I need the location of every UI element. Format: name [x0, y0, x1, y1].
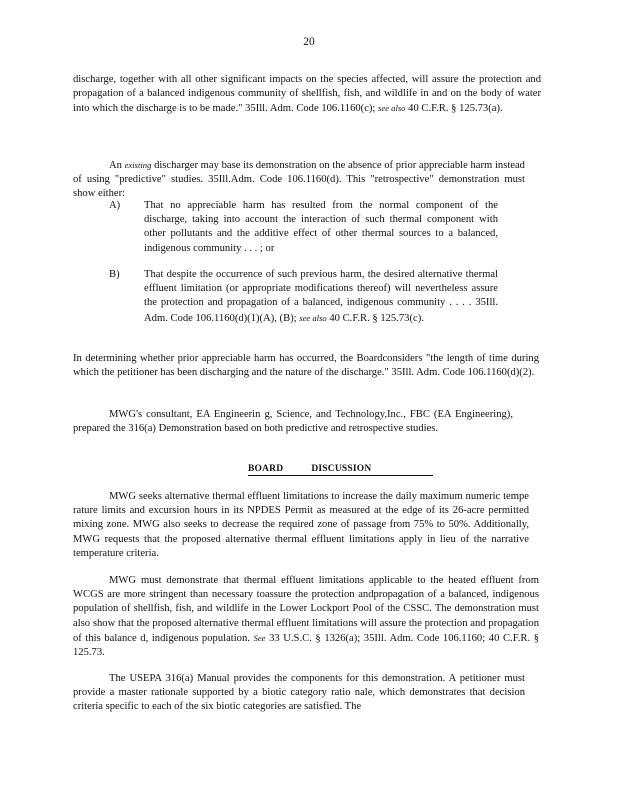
paragraph-prior-harm: In determining whether prior appreciable harm has occurred, the Boardconsiders "the length of time during which the petitioner has been discharging and the nature of the discharge." 35Ill. Adm. Code 106.1160(d)(2).	[73, 353, 539, 379]
paragraph-usepa-manual: The USEPA 316(a) Manual provides the components for this demonstration. A petitioner must provide a master rationale supported by a biotic category ratio nale, which demonstrates that decision criteria specific to each of the six biotic categories are satisfied. The	[73, 673, 525, 713]
paragraph-existing-discharger	[73, 158, 525, 202]
emphasis-existing: existing	[124, 160, 152, 170]
list-label: B)	[109, 269, 120, 280]
paragraph-consultant: MWG's consultant, EA Engineerin g, Science, and Technology,Inc., FBC (EA Engineering), prepared the 316(a) Demonstration based on both predictive and retrospective studies.	[73, 409, 513, 435]
paragraph-mwg-seeks: MWG seeks alternative thermal effluent limitations to increase the daily maximum numeric tempe rature limits and excursion hours in its NPDES Permit as measured at the edge of its 26-acre permitted mixing zone. MWG also seeks to decrease the required zone of passage from 75% to 50%. Additionally, MWG requests that the proposed alternative thermal effluent limitations apply in lieu of the narrative temperature criteria.	[73, 491, 529, 559]
citation: 33 U.S.C. § 1326(a); 35Ill. Adm. Code 106.1160; 40 C.F.R. § 125.73.	[73, 632, 539, 659]
citation: 40 C.F.R. § 125.73(c).	[329, 312, 424, 324]
list-item-b	[109, 268, 499, 342]
list-text-wrap	[144, 268, 498, 326]
list-text: That no appreciable harm has resulted from the normal component of the discharge, taking into account the interaction of such thermal component with other pollutants and the additive effect of other thermal sources to a balanced, indigenous community . . . ; or	[144, 200, 498, 254]
paragraph-text: discharger may base its demonstration on the absence of prior appreciable harm instead of using "predictive" studies. 35Ill.Adm. Code 106.1160(d). This "retrospective" demonstration must show either:	[73, 160, 525, 200]
citation-signal: see also	[299, 312, 327, 323]
section-heading	[248, 464, 433, 476]
heading-word: DISCUSSION	[311, 464, 372, 474]
paragraph-mwg-must	[73, 574, 539, 660]
page-number: 20	[303, 36, 315, 48]
citation: 40 C.F.R. § 125.73(a).	[408, 103, 503, 115]
paragraph-lead: An	[109, 160, 122, 171]
list-item-a	[109, 199, 499, 259]
list-text: That despite the occurrence of such previous harm, the desired alternative thermal effluent limitation (or appropriate modifications thereof) will nevertheless assure the protection and propagation of a balanced, indigenous community . . . . 35Ill. Adm. Code 106.1160(d)(1)(A), (B);	[144, 269, 498, 324]
paragraph-statute-quote	[73, 73, 541, 117]
list-label: A)	[109, 200, 121, 211]
citation-signal: see also	[378, 103, 406, 114]
heading-word: BOARD	[248, 464, 284, 474]
paragraph-text: discharge, together with all other significant impacts on the species affected, will assure the protection and propagation of a balanced indigenous community of shellfish, fish, and wildlife in and on the body of water into which the discharge is to be made." 35Ill. Adm. Code 106.1160(c);	[73, 74, 541, 115]
paragraph-text: MWG must demonstrate that thermal effluent limitations applicable to the heated effluent from WCGS are more stringent than necessary toassure the protection andpropagation of a balanced, indigenous population of shellfish, fish, and wildlife in the Lower Lockport Pool of the CSSC. The demonstration must also show that the proposed alternative thermal effluent limitations will assure the protection and propagation of this balance d, indigenous population.	[73, 575, 539, 644]
citation-signal: See	[253, 632, 266, 643]
